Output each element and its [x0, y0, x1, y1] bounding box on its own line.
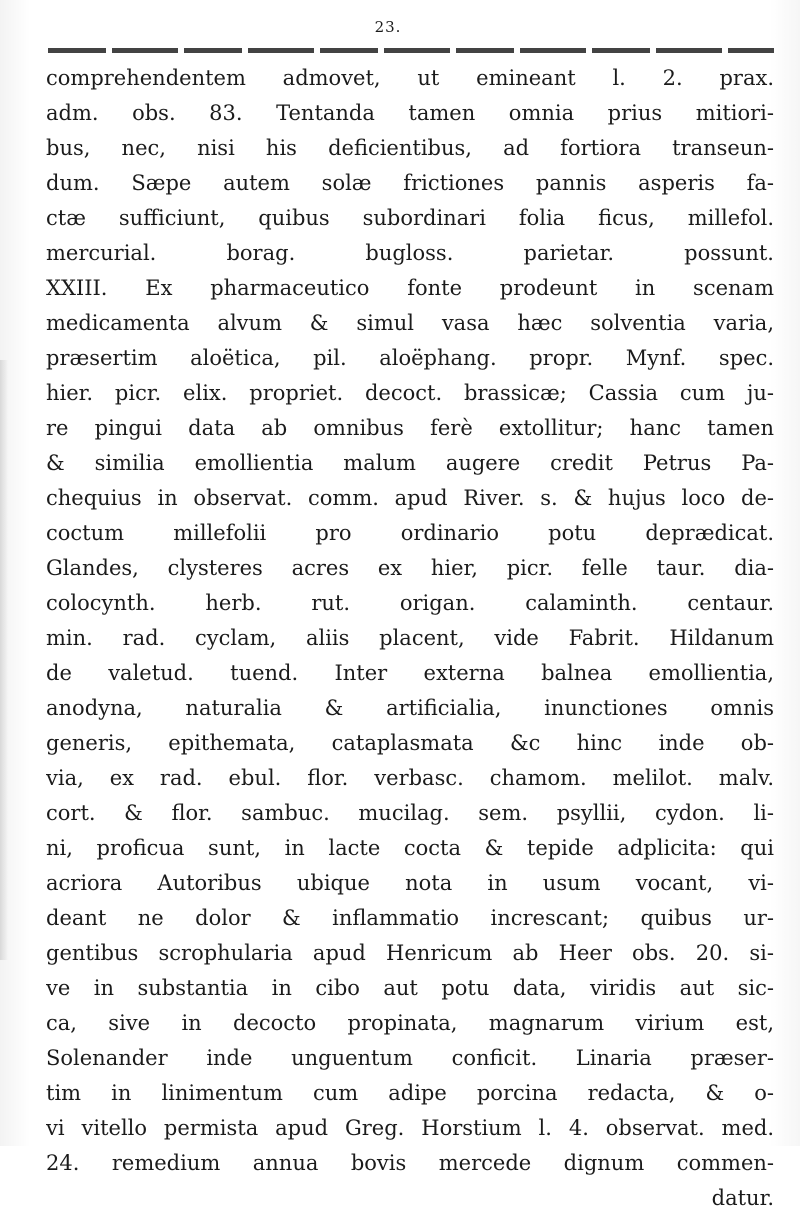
- text-line: comprehendentem admovet, ut emineant l. 2. prax.: [46, 66, 774, 90]
- text-line: dum. Sæpe autem solæ frictiones pannis asperis fa-: [46, 171, 774, 195]
- text-line: coctum millefolii pro ordinario potu deprædicat.: [46, 521, 774, 545]
- text-line: min. rad. cyclam, aliis placent, vide Fabrit. Hildanum: [46, 626, 774, 650]
- text-line: re pingui data ab omnibus ferè extollitur; hanc tamen: [46, 416, 774, 440]
- text-line: via, ex rad. ebul. flor. verbasc. chamom. melilot. malv.: [46, 766, 774, 790]
- text-line: tim in linimentum cum adipe porcina redacta, & o-: [46, 1081, 774, 1105]
- text-line: ni, proficua sunt, in lacte cocta & tepide adplicita: qui: [46, 836, 774, 860]
- text-line: ca, sive in decocto propinata, magnarum virium est,: [46, 1011, 774, 1035]
- text-line: Glandes, clysteres acres ex hier, picr. felle taur. dia-: [46, 556, 774, 580]
- text-line: gentibus scrophularia apud Henricum ab Heer obs. 20. si-: [46, 941, 774, 965]
- text-line: hier. picr. elix. propriet. decoct. brassicæ; Cassia cum ju-: [46, 381, 774, 405]
- page-edge-shadow: [0, 360, 8, 960]
- text-line: colocynth. herb. rut. origan. calaminth. centaur.: [46, 591, 774, 615]
- text-line: chequius in observat. comm. apud River. s. & hujus loco de-: [46, 486, 774, 510]
- page-number: 23.: [374, 18, 402, 36]
- text-line: 24. remedium annua bovis mercede dignum commen-: [46, 1151, 774, 1175]
- text-line: mercurial. borag. bugloss. parietar. possunt.: [46, 241, 774, 265]
- text-line: de valetud. tuend. Inter externa balnea emollientia,: [46, 661, 774, 685]
- text-line: XXIII. Ex pharmaceutico fonte prodeunt in scenam: [46, 276, 774, 300]
- text-line-final: datur.: [711, 1186, 774, 1210]
- text-line: vi vitello permista apud Greg. Horstium l. 4. observat. med.: [46, 1116, 774, 1140]
- text-line: ve in substantia in cibo aut potu data, viridis aut sic-: [46, 976, 774, 1000]
- text-line: cort. & flor. sambuc. mucilag. sem. psyllii, cydon. li-: [46, 801, 774, 825]
- text-line: acriora Autoribus ubique nota in usum vocant, vi-: [46, 871, 774, 895]
- text-line: Solenander inde unguentum conficit. Linaria præser-: [46, 1046, 774, 1070]
- text-line: ctæ sufficiunt, quibus subordinari folia ficus, millefol.: [46, 206, 774, 230]
- body-text: [46, 61, 774, 1216]
- text-line: adm. obs. 83. Tentanda tamen omnia prius mitiori-: [46, 101, 774, 125]
- text-line: medicamenta alvum & simul vasa hæc solventia varia,: [46, 311, 774, 335]
- text-line: præsertim aloëtica, pil. aloëphang. propr. Mynf. spec.: [46, 346, 774, 370]
- text-line: deant ne dolor & inflammatio increscant; quibus ur-: [46, 906, 774, 930]
- text-line: generis, epithemata, cataplasmata &c hinc inde ob-: [46, 731, 774, 755]
- text-line: anodyna, naturalia & artificialia, inunctiones omnis: [46, 696, 774, 720]
- text-line: & similia emollientia malum augere credit Petrus Pa-: [46, 451, 774, 475]
- text-line: bus, nec, nisi his deficientibus, ad fortiora transeun-: [46, 136, 774, 160]
- header-rule: [48, 48, 774, 53]
